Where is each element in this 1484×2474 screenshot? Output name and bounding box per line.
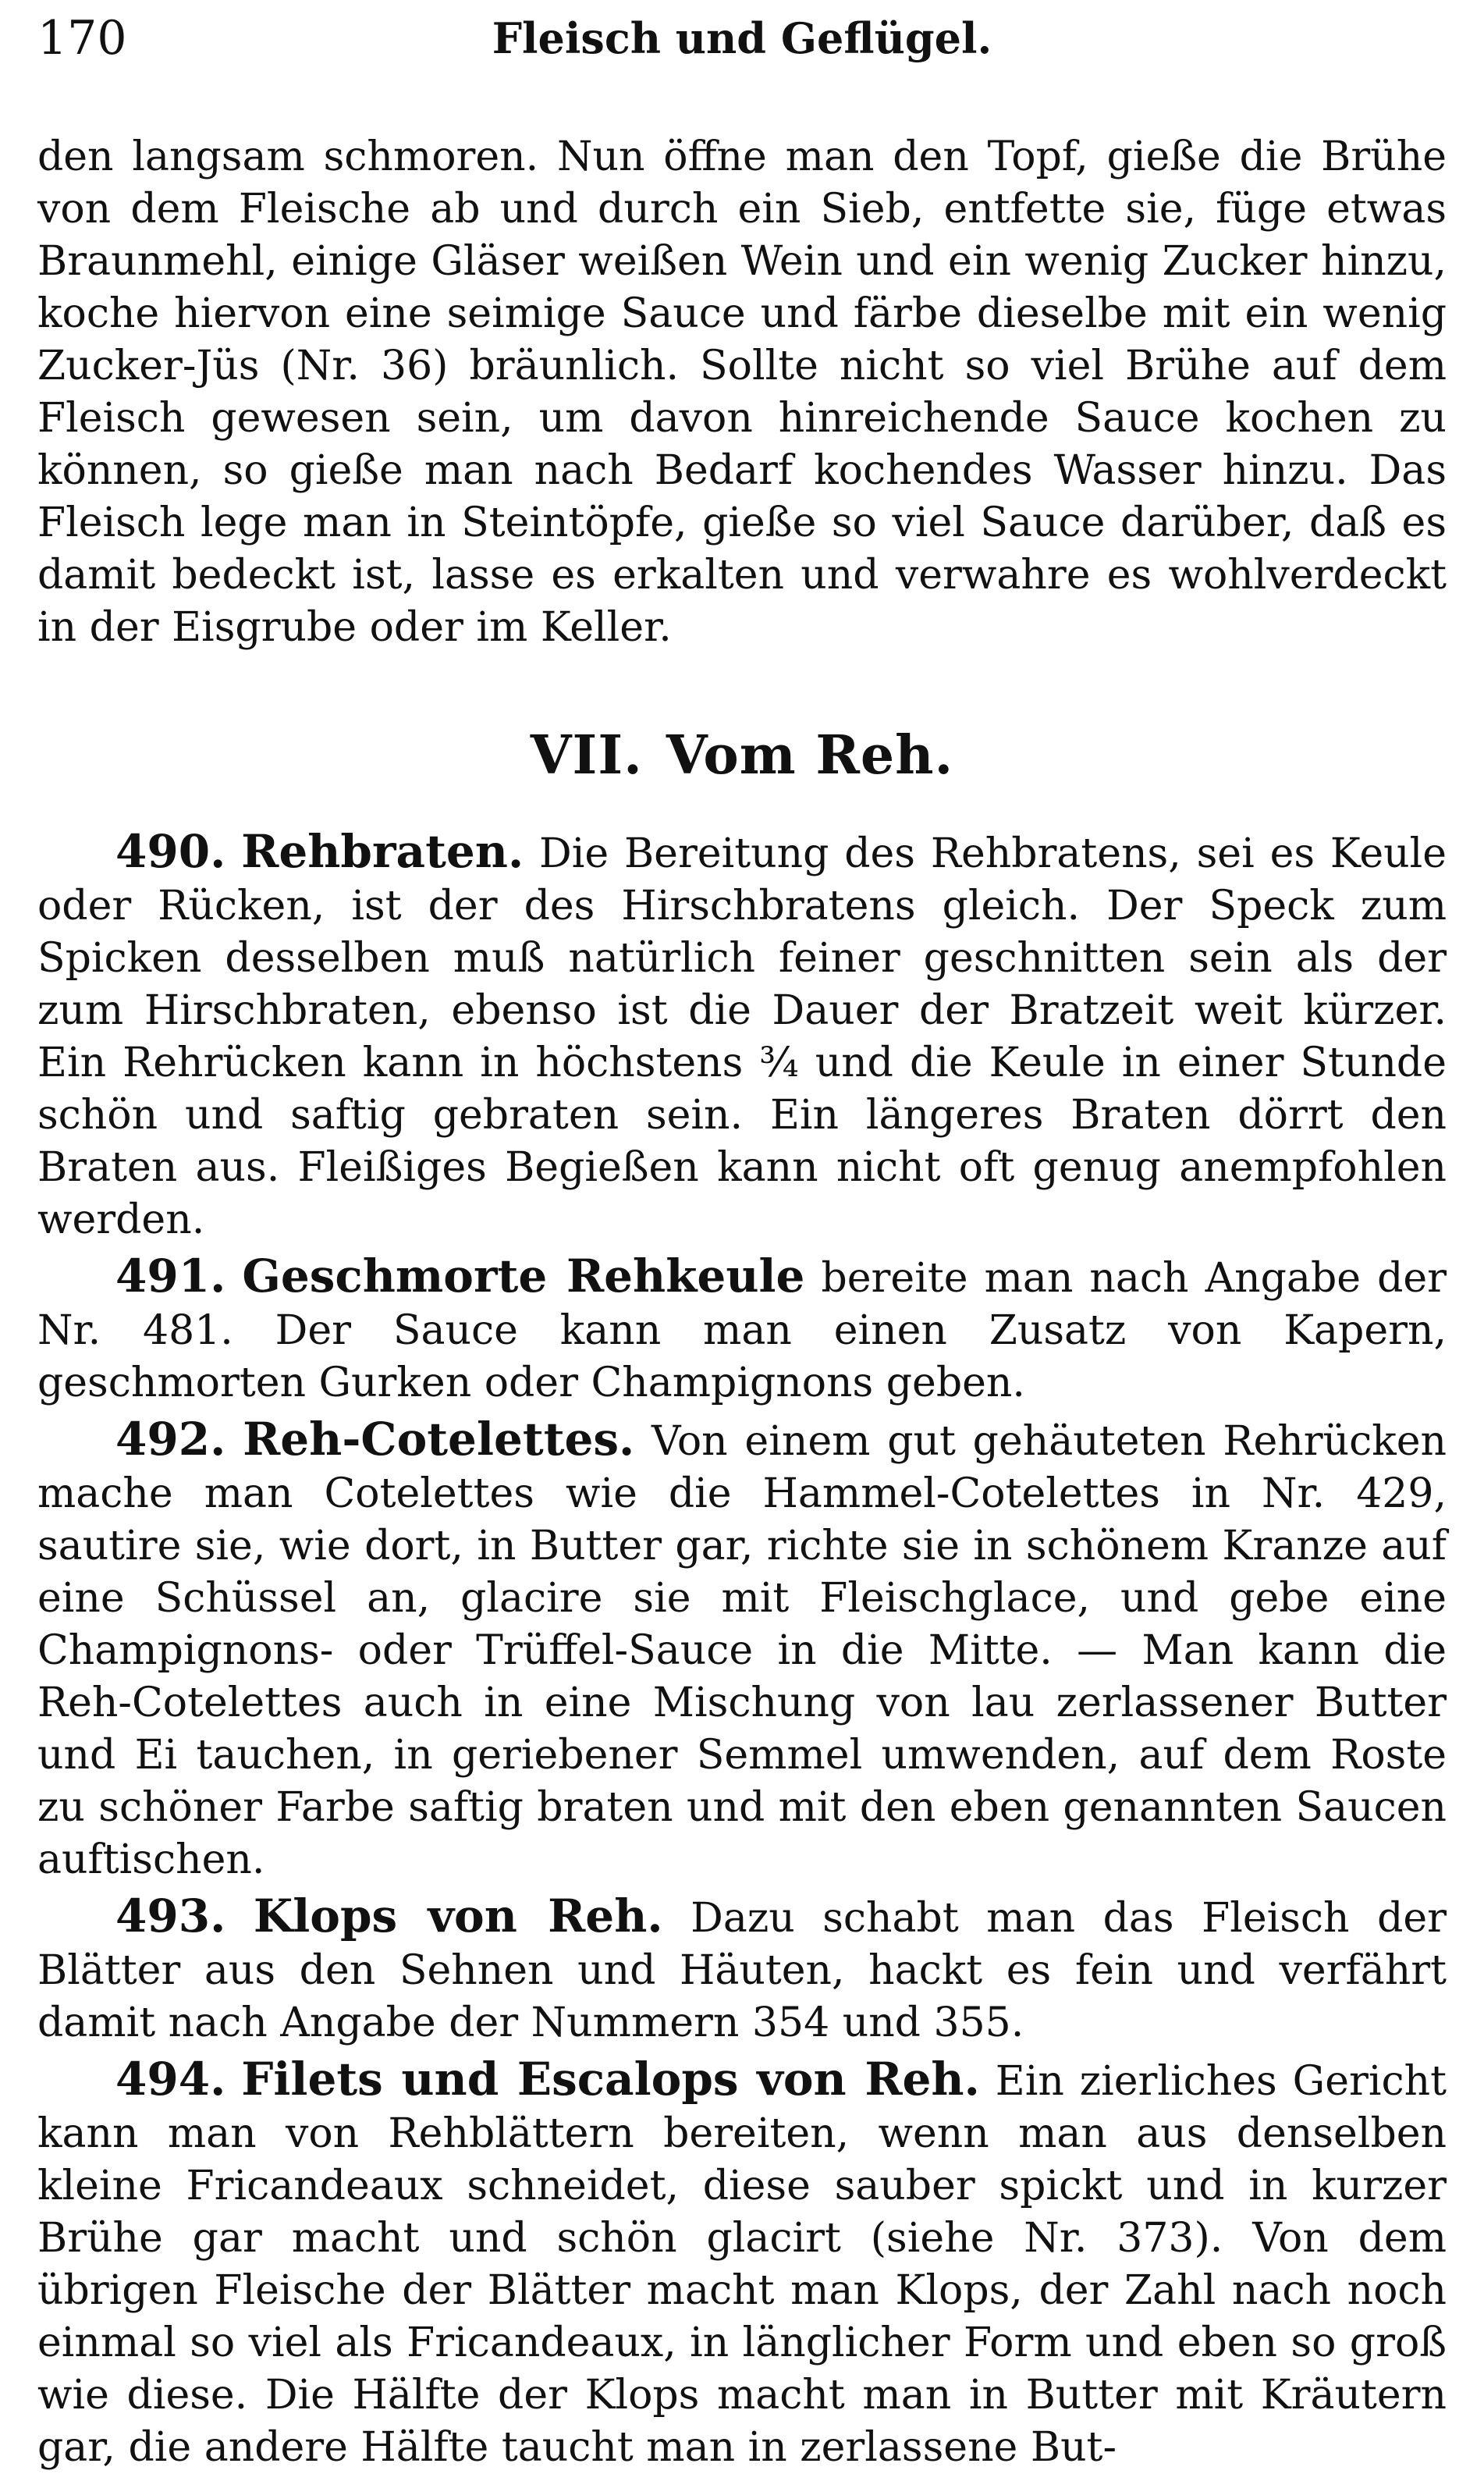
chapter-roman-numeral: VII. [530,724,643,787]
recipe-number: 492. [115,1413,226,1466]
recipe-490 [37,826,1447,1246]
running-head [37,0,1447,86]
recipe-title: Rehbraten. [241,825,524,878]
recipe-number: 491. [115,1249,226,1303]
recipe-492 [37,1413,1447,1886]
recipe-title: Filets und Escalops von Reh. [241,2053,980,2106]
recipe-text: Die Bereitung des Rehbratens, sei es Keule oder Rücken, ist der des Hirschbratens gleich. Der Speck zum Spicken desselben muß natürlich feiner geschnitten sein als der zum Hirschbraten, ebenso ist die Dauer der Bratzeit weit kürzer. Ein Rehrücken kann in höchstens ¾ und die Keule in einer Stunde schön und saftig gebraten sein. Ein längeres Braten dörrt den Braten aus. Fleißiges Begießen kann nicht oft genug anempfohlen werden. [37,830,1447,1243]
chapter-title: Vom Reh. [666,724,954,787]
recipe-494 [37,2053,1447,2474]
recipe-title: Klops von Reh. [253,1889,663,1943]
recipe-text: Von einem gut gehäuteten Rehrücken mache man Cotelettes wie die Hammel-Cotelettes in Nr. 429, sautire sie, wie dort, in Butter gar, richte sie in schönem Kranze auf eine Schüssel an, glacire sie mit Fleischglace, und gebe eine Champignons- oder Trüffel-Sauce in die Mitte. — Man kann die Reh-Cotelettes auch in eine Mischung von lau zerlassener Butter und Ei tauchen, in geriebener Semmel umwenden, auf dem Roste zu schöner Farbe saftig braten und mit den eben genannten Saucen auftischen. [37,1418,1447,1883]
recipe-text: Dazu schabt man das Fleisch der Blätter aus den Sehnen und Häuten, hackt es fein und verfährt damit nach Angabe der Nummern 354 und 355. [37,1895,1447,2046]
recipe-493 [37,1890,1447,2049]
continuation-paragraph: den langsam schmoren. Nun öffne man den Topf, gieße die Brühe von dem Fleische ab und durch ein Sieb, entfette sie, füge etwas Braunmehl, einige Gläser weißen Wein und ein wenig Zucker hinzu, koche hiervon eine seimige Sauce und färbe dieselbe mit ein wenig Zucker-Jüs (Nr. 36) bräunlich. Sollte nicht so viel Brühe auf dem Fleisch gewesen sein, um davon hinreichende Sauce kochen zu können, so gieße man nach Bedarf kochendes Wasser hinzu. Das Fleisch lege man in Steintöpfe, gieße so viel Sauce darüber, daß es damit bedeckt ist, lasse es erkalten und verwahre es wohlverdeckt in der Eisgrube oder im Keller. [37,133,1447,651]
book-page [37,0,1447,2471]
recipe-number: 493. [115,1889,226,1943]
recipe-text: Ein zierliches Gericht kann man von Rehblättern bereiten, wenn man aus denselben kleine Fricandeaux schneidet, diese sauber spickt und in kurzer Brühe gar macht und schön glacirt (siehe Nr. 373). Von dem übrigen Fleische der Blätter macht man Klops, der Zahl nach noch einmal so viel als Fricandeaux, in länglicher Form und eben so groß wie diese. Die Hälfte der Klops macht man in Butter mit Kräutern gar, die andere Hälfte taucht man in zerlassene But- [37,2058,1447,2471]
recipe-number: 490. [115,825,226,878]
page-number: 170 [37,11,127,66]
running-title: Fleisch und Geflügel. [492,13,992,63]
recipe-number: 494. [115,2053,226,2106]
recipe-title: Reh-Cotelettes. [243,1413,635,1466]
recipe-491 [37,1250,1447,1409]
recipe-title: Geschmorte Rehkeule [242,1249,805,1303]
chapter-heading [37,724,1447,787]
recipe-text: bereite man nach Angabe der Nr. 481. Der Sauce kann man einen Zusatz von Kapern, geschmorten Gurken oder Champignons geben. [37,1255,1447,1406]
